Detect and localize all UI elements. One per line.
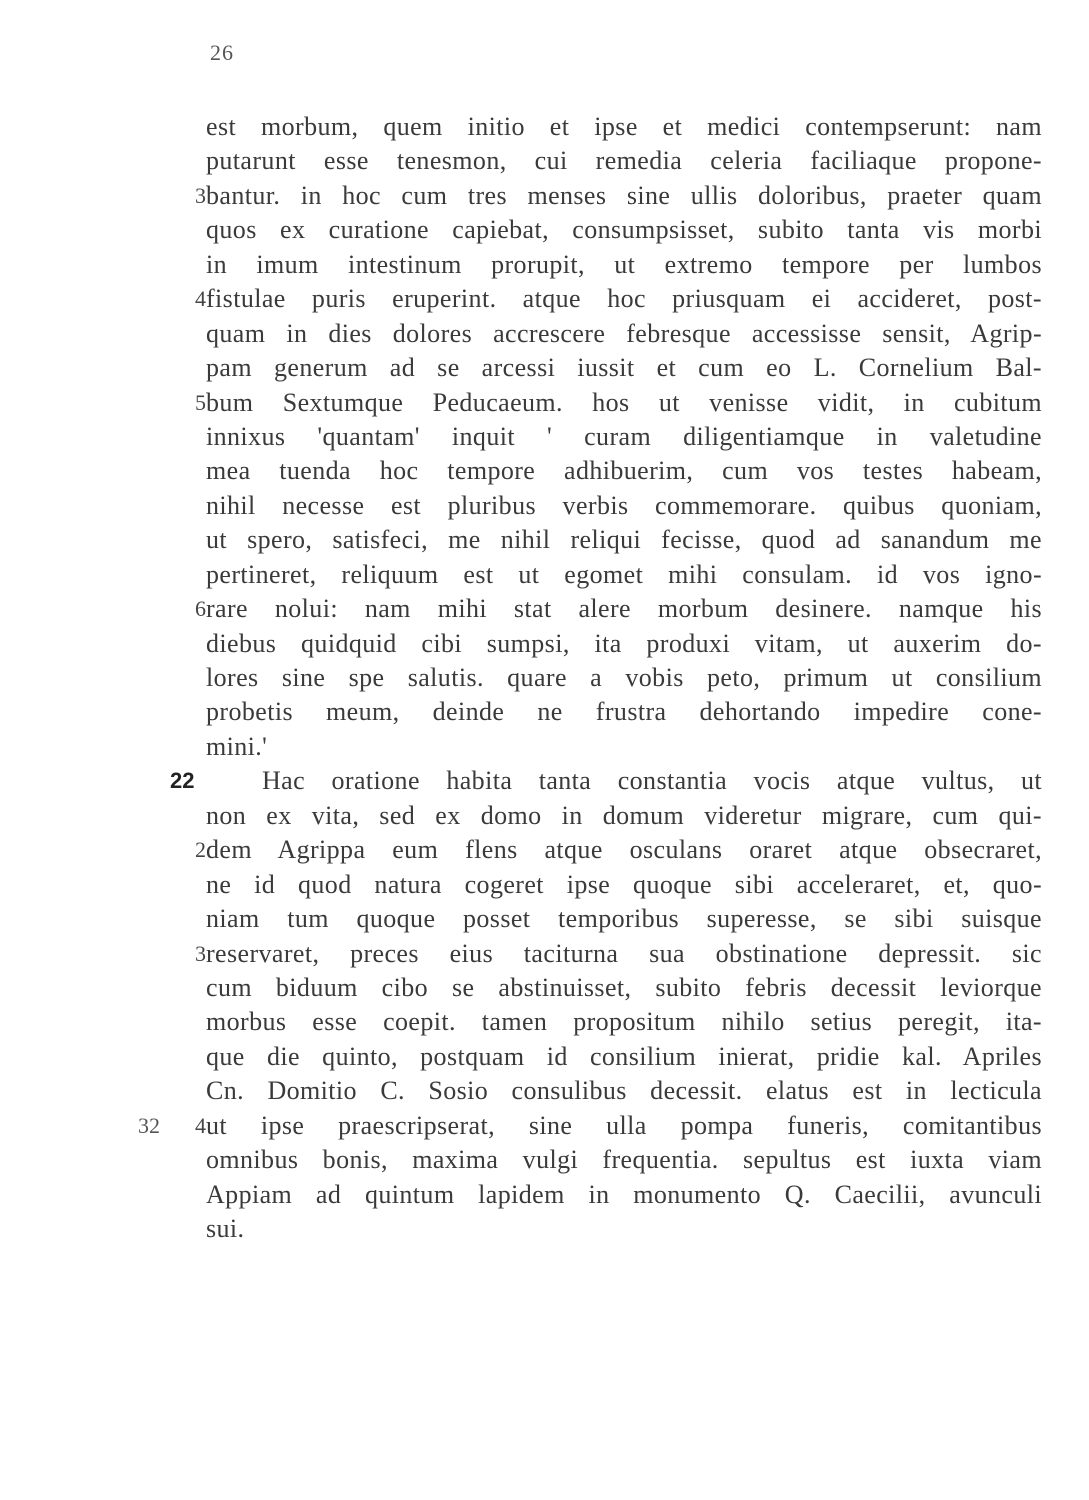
- text-line: [0, 592, 1089, 626]
- text-line: [0, 627, 1089, 661]
- text-line: [0, 179, 1089, 213]
- subsection-number: 5: [195, 389, 206, 415]
- text-line: [0, 799, 1089, 833]
- text-line: [0, 420, 1089, 454]
- text-line: [0, 1040, 1089, 1074]
- subsection-number: 4: [195, 286, 206, 312]
- line-text: innixus 'quantam' inquit ' curam diligentiamque in valetudine: [206, 421, 1042, 451]
- line-text: bantur. in hoc cum tres menses sine ullis doloribus, praeter quam: [206, 180, 1042, 210]
- line-text: cum biduum cibo se abstinuisset, subito febris decessit leviorque: [206, 972, 1042, 1002]
- line-text: que die quinto, postquam id consilium inierat, pridie kal. Apriles: [206, 1041, 1042, 1071]
- line-text: ut spero, satisfeci, me nihil reliqui fecisse, quod ad sanandum me: [206, 525, 1042, 555]
- text-line: [0, 213, 1089, 247]
- subsection-number: 2: [195, 837, 206, 863]
- text-line: [0, 971, 1089, 1005]
- subsection-number: 6: [195, 596, 206, 622]
- chapter-number: 22: [170, 768, 195, 794]
- text-line: [0, 1005, 1089, 1039]
- text-line: [0, 454, 1089, 488]
- text-line: [0, 695, 1089, 729]
- text-line: [0, 558, 1089, 592]
- line-text: pertineret, reliquum est ut egomet mihi consulam. id vos igno-: [206, 559, 1042, 589]
- line-text: bum Sextumque Peducaeum. hos ut venisse vidit, in cubitum: [206, 387, 1042, 417]
- line-text: fistulae puris eruperint. atque hoc priusquam ei accideret, post-: [206, 284, 1042, 314]
- line-text: mea tuenda hoc tempore adhibuerim, cum vos testes habeam,: [206, 456, 1042, 486]
- line-text: diebus quidquid cibi sumpsi, ita produxi vitam, ut auxerim do-: [206, 628, 1042, 658]
- line-text: est morbum, quem initio et ipse et medici contempserunt: nam: [206, 112, 1042, 141]
- subsection-number: 3: [195, 940, 206, 966]
- text-line: [0, 1109, 1089, 1143]
- line-text: niam tum quoque posset temporibus superesse, se sibi suisque: [206, 904, 1042, 934]
- line-text: quam in dies dolores accrescere febresque accessisse sensit, Agrip-: [206, 318, 1042, 348]
- line-text: Cn. Domitio C. Sosio consulibus decessit. elatus est in lecticula: [206, 1076, 1042, 1106]
- line-text: rare nolui: nam mihi stat alere morbum desinere. namque his: [206, 594, 1042, 624]
- text-line: [0, 833, 1089, 867]
- line-text: Appiam ad quintum lapidem in monumento Q. Caecilii, avunculi: [206, 1179, 1042, 1209]
- text-line: [0, 902, 1089, 936]
- outer-marginal-number: 32: [138, 1112, 160, 1138]
- line-text: probetis meum, deinde ne frustra dehortando impedire cone-: [206, 697, 1042, 727]
- text-line: [0, 523, 1089, 557]
- text-line: [0, 1178, 1089, 1212]
- line-text: quos ex curatione capiebat, consumpsisset, subito tanta vis morbi: [206, 215, 1042, 245]
- line-text: in imum intestinum prorupit, ut extremo tempore per lumbos: [206, 249, 1042, 279]
- text-line: [0, 282, 1089, 316]
- subsection-number: 4: [195, 1112, 206, 1138]
- text-line: [0, 1074, 1089, 1108]
- text-line: [0, 144, 1089, 178]
- line-text: mini.': [206, 731, 268, 761]
- line-text: pam generum ad se arcessi iussit et cum eo L. Cornelium Bal-: [206, 353, 1042, 383]
- text-line: [0, 1143, 1089, 1177]
- text-line: [0, 386, 1089, 420]
- line-text: lores sine spe salutis. quare a vobis peto, primum ut consilium: [206, 663, 1042, 692]
- text-line: [0, 730, 1089, 764]
- line-text: putarunt esse tenesmon, cui remedia celeria faciliaque propone-: [206, 146, 1042, 176]
- text-line: [0, 661, 1089, 695]
- line-text: reservaret, preces eius taciturna sua obstinatione depressit. sic: [206, 938, 1042, 968]
- line-text: sui.: [206, 1214, 245, 1243]
- line-text: morbus esse coepit. tamen propositum nihilo setius peregit, ita-: [206, 1007, 1042, 1037]
- line-text: dem Agrippa eum flens atque osculans oraret atque obsecraret,: [206, 835, 1042, 865]
- text-line: [0, 110, 1089, 144]
- text-line: [0, 868, 1089, 902]
- line-text: omnibus bonis, maxima vulgi frequentia. sepultus est iuxta viam: [206, 1145, 1042, 1175]
- line-text: Hac oratione habita tanta constantia vocis atque vultus, ut: [262, 766, 1042, 796]
- subsection-number: 3: [195, 182, 206, 208]
- text-line: [0, 351, 1089, 385]
- line-text: nihil necesse est pluribus verbis commemorare. quibus quoniam,: [206, 490, 1042, 520]
- text-line: [0, 764, 1089, 798]
- text-line: [0, 489, 1089, 523]
- text-line: [0, 1212, 1089, 1246]
- line-text: non ex vita, sed ex domo in domum videretur migrare, cum qui-: [206, 800, 1042, 830]
- text-line: [0, 317, 1089, 351]
- text-line: [0, 937, 1089, 971]
- line-text: ut ipse praescripserat, sine ulla pompa funeris, comitantibus: [206, 1110, 1042, 1140]
- body-text: [0, 110, 1089, 1246]
- line-text: ne id quod natura cogeret ipse quoque sibi acceleraret, et, quo-: [206, 869, 1042, 899]
- text-line: [0, 248, 1089, 282]
- page-number: 26: [210, 40, 234, 65]
